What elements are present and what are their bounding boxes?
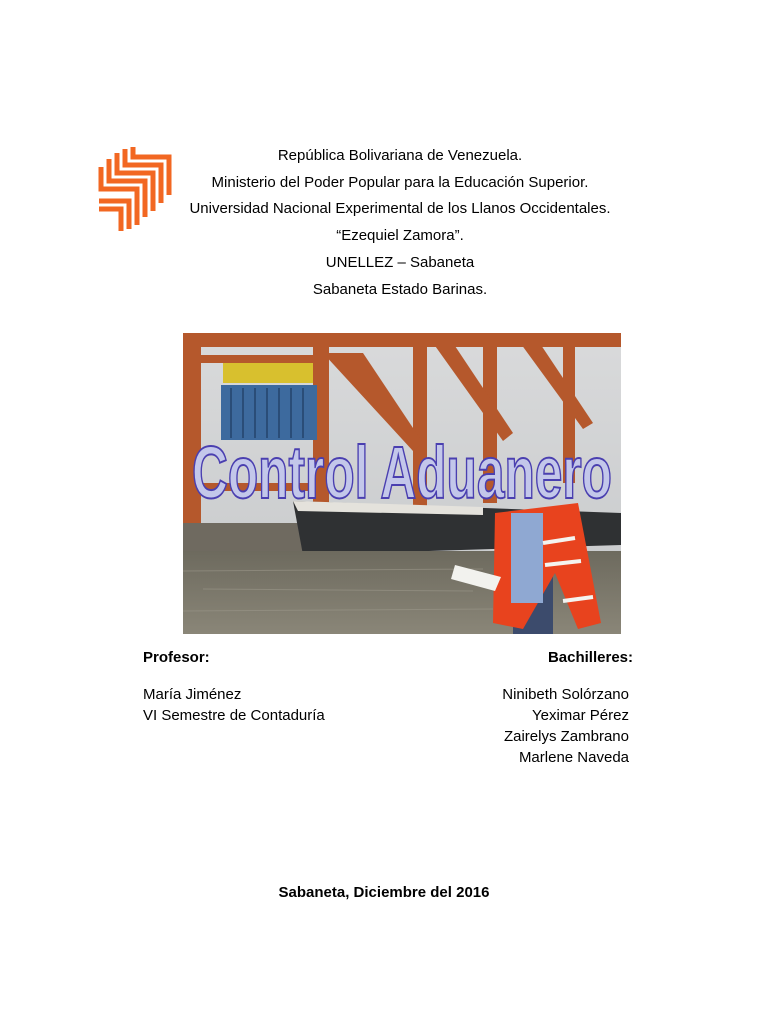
bachilleres-heading: Bachilleres: xyxy=(547,649,633,666)
header-line-namesake: “Ezequiel Zamora”. xyxy=(336,227,464,245)
header-line-university: Universidad Nacional Experimental de los Llanos Occidentales. xyxy=(189,200,611,218)
bachilleres-list xyxy=(502,684,629,768)
bachiller-name: Ninibeth Solórzano xyxy=(502,686,629,703)
place-date: Sabaneta, Diciembre del 2016 xyxy=(278,884,490,901)
bachiller-name: Zairelys Zambrano xyxy=(503,728,629,745)
profesor-semester: VI Semestre de Contaduría xyxy=(143,707,325,724)
profesor-name: María Jiménez xyxy=(143,686,242,703)
profesor-info xyxy=(143,684,325,726)
header-line-ministry: Ministerio del Poder Popular para la Educación Superior. xyxy=(211,173,589,191)
profesor-heading: Profesor: xyxy=(143,649,210,666)
header-line-campus: UNELLEZ – Sabaneta xyxy=(325,253,475,271)
bachiller-name: Marlene Naveda xyxy=(518,749,629,766)
bachiller-name: Yeximar Pérez xyxy=(532,707,629,724)
cover-image xyxy=(183,333,621,634)
header-line-location: Sabaneta Estado Barinas. xyxy=(312,280,488,298)
cover-title: Control Aduanero xyxy=(192,431,612,514)
header-line-country: República Bolivariana de Venezuela. xyxy=(277,147,523,164)
institution-header xyxy=(150,143,650,303)
